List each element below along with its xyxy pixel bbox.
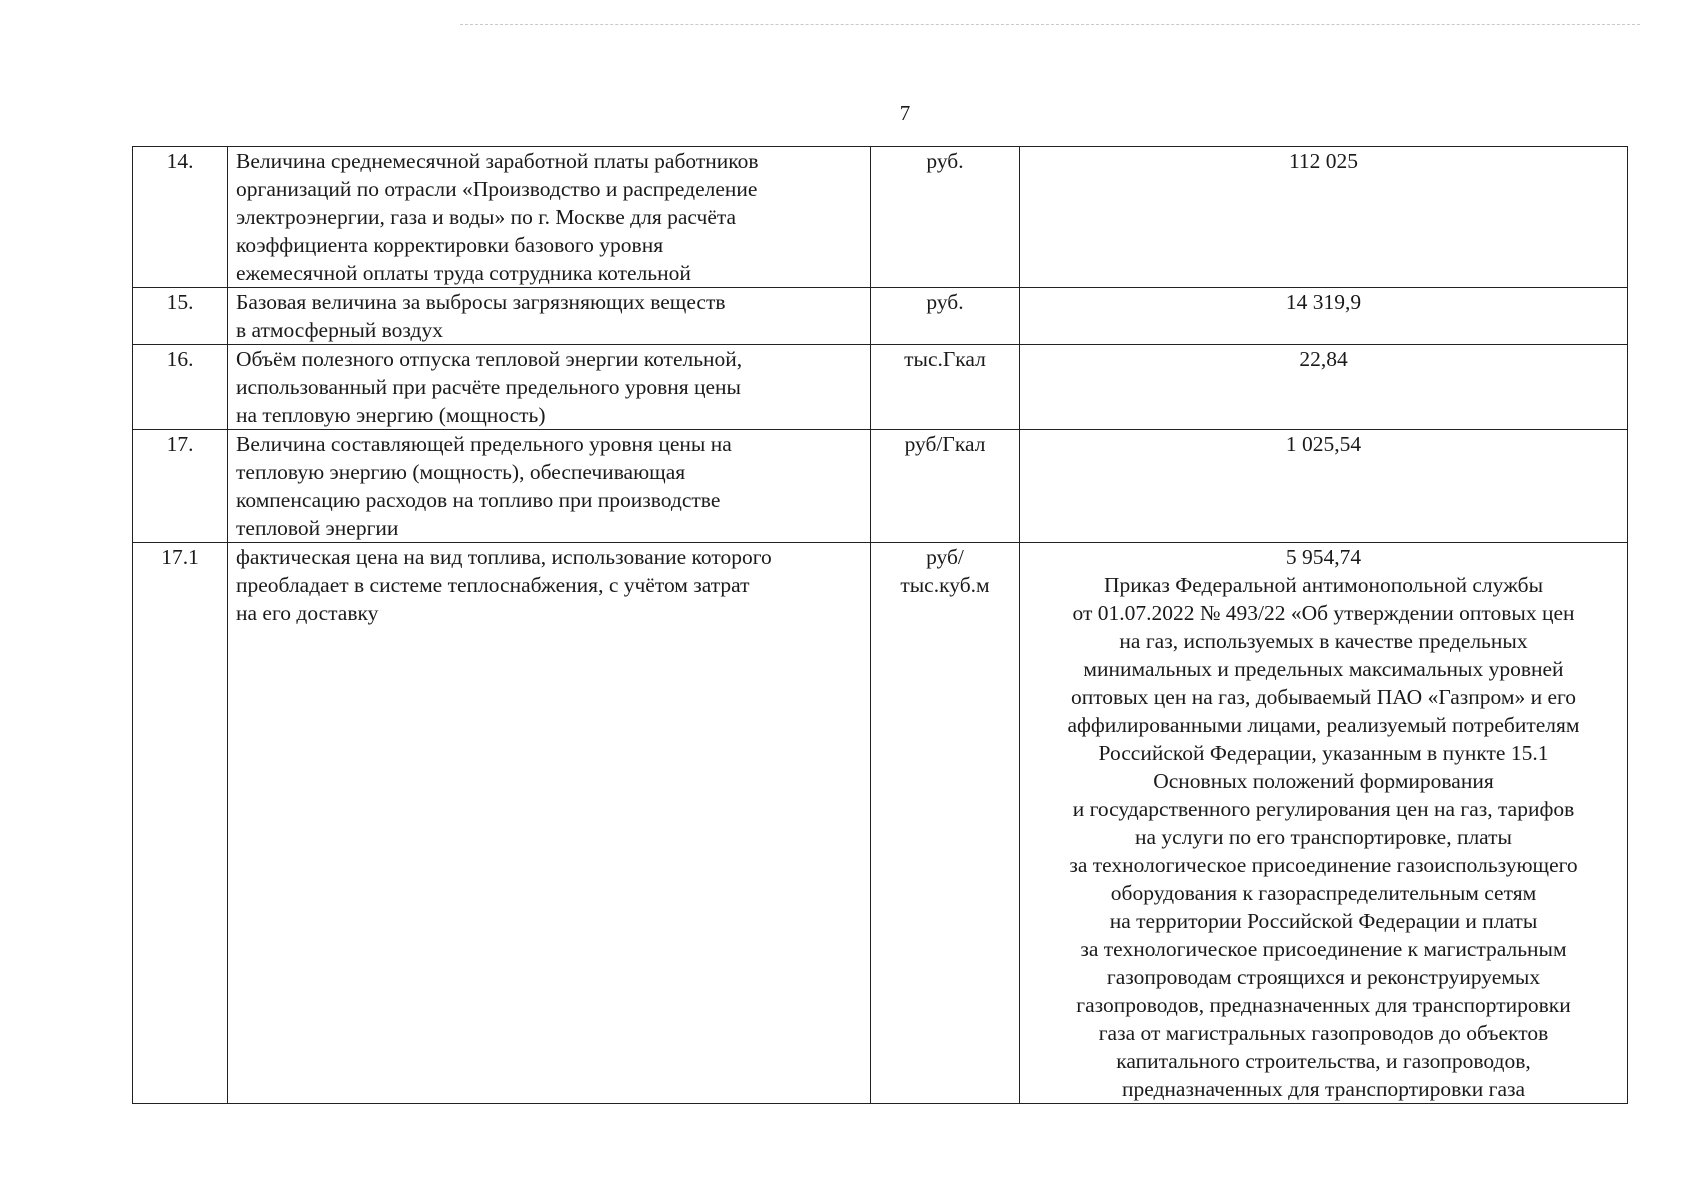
table-row — [133, 288, 1628, 345]
description-line: преобладает в системе теплоснабжения, с учётом затрат — [236, 573, 750, 597]
description-line: в атмосферный воздух — [236, 318, 443, 342]
row-description — [228, 345, 871, 430]
row-number: 17.1 — [133, 543, 228, 1104]
description-line: компенсацию расходов на топливо при производстве — [236, 488, 721, 512]
value-text: 14 319,9 — [1285, 290, 1362, 314]
unit-line: руб/Гкал — [904, 432, 986, 456]
note-line: Основных положений формирования — [1153, 769, 1494, 793]
description-line: на его доставку — [236, 601, 379, 625]
note-line: минимальных и предельных максимальных уровней — [1083, 657, 1564, 681]
row-value — [1020, 345, 1628, 430]
description-line: Базовая величина за выбросы загрязняющих веществ — [236, 290, 726, 314]
row-description — [228, 543, 871, 1104]
value-text: 112 025 — [1288, 149, 1359, 173]
row-unit — [871, 345, 1020, 430]
note-line: предназначенных для транспортировки газа — [1121, 1077, 1526, 1101]
row-unit — [871, 288, 1020, 345]
scan-artifact-line — [460, 24, 1640, 25]
page-number: 7 — [899, 101, 911, 125]
row-number: 16. — [133, 345, 228, 430]
row-unit — [871, 430, 1020, 543]
row-number: 15. — [133, 288, 228, 345]
note-line: от 01.07.2022 № 493/22 «Об утверждении оптовых цен — [1072, 601, 1575, 625]
row-description — [228, 430, 871, 543]
description-line: Величина среднемесячной заработной платы работников — [236, 149, 759, 173]
note-line: аффилированными лицами, реализуемый потребителям — [1067, 713, 1580, 737]
description-line: Величина составляющей предельного уровня цены на — [236, 432, 732, 456]
row-unit — [871, 543, 1020, 1104]
value-text: 22,84 — [1299, 347, 1348, 371]
note-line: капитального строительства, и газопроводов, — [1116, 1049, 1531, 1073]
unit-line: тыс.куб.м — [900, 573, 990, 597]
description-line: Объём полезного отпуска тепловой энергии котельной, — [236, 347, 743, 371]
description-line: коэффициента корректировки базового уровня — [236, 233, 664, 257]
note-line: за технологическое присоединение к магистральным — [1080, 937, 1567, 961]
parameters-table — [132, 146, 1628, 1104]
legal-reference-note — [1028, 571, 1619, 1103]
description-line: ежемесячной оплаты труда сотрудника котельной — [236, 261, 691, 285]
description-line: тепловую энергию (мощность), обеспечивающая — [236, 460, 686, 484]
row-description — [228, 288, 871, 345]
note-line: на услуги по его транспортировке, платы — [1134, 825, 1513, 849]
table-row — [133, 345, 1628, 430]
note-line: газопроводов, предназначенных для транспортировки — [1076, 993, 1571, 1017]
unit-line: тыс.Гкал — [904, 347, 986, 371]
row-value — [1020, 543, 1628, 1104]
row-value — [1020, 430, 1628, 543]
description-line: фактическая цена на вид топлива, использование которого — [236, 545, 772, 569]
description-line: на тепловую энергию (мощность) — [236, 403, 546, 427]
table-row — [133, 543, 1628, 1104]
description-line: организаций по отрасли «Производство и распределение — [236, 177, 758, 201]
table-row — [133, 147, 1628, 288]
note-line: на газ, используемых в качестве предельных — [1119, 629, 1528, 653]
value-text: 5 954,74 — [1285, 545, 1362, 569]
description-line: использованный при расчёте предельного уровня цены — [236, 375, 741, 399]
note-line: за технологическое присоединение газоиспользующего — [1069, 853, 1578, 877]
unit-line: руб/ — [926, 545, 964, 569]
description-line: электроэнергии, газа и воды» по г. Москве для расчёта — [236, 205, 737, 229]
row-number: 14. — [133, 147, 228, 288]
table-row — [133, 430, 1628, 543]
unit-line: руб. — [926, 149, 964, 173]
row-number: 17. — [133, 430, 228, 543]
note-line: оборудования к газораспределительным сетям — [1110, 881, 1537, 905]
unit-line: руб. — [926, 290, 964, 314]
note-line: на территории Российской Федерации и платы — [1109, 909, 1538, 933]
note-line: Российской Федерации, указанным в пункте 15.1 — [1098, 741, 1549, 765]
description-line: тепловой энергии — [236, 516, 399, 540]
row-description — [228, 147, 871, 288]
value-text: 1 025,54 — [1285, 432, 1362, 456]
row-unit — [871, 147, 1020, 288]
note-line: оптовых цен на газ, добываемый ПАО «Газпром» и его — [1070, 685, 1577, 709]
row-value — [1020, 147, 1628, 288]
row-value — [1020, 288, 1628, 345]
note-line: газа от магистральных газопроводов до объектов — [1098, 1021, 1549, 1045]
note-line: и государственного регулирования цен на газ, тарифов — [1072, 797, 1575, 821]
note-line: газопроводам строящихся и реконструируемых — [1106, 965, 1541, 989]
note-line: Приказ Федеральной антимонопольной службы — [1103, 573, 1544, 597]
